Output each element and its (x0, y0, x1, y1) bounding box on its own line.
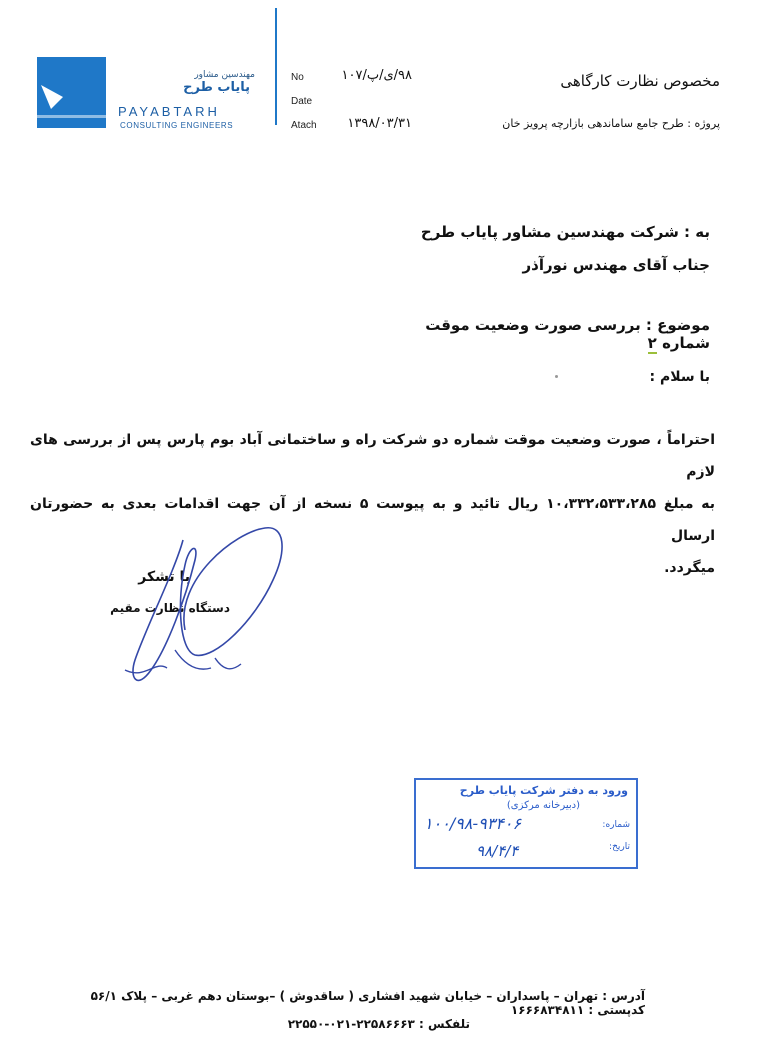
stamp-number-value: ۱۰۰/۹۸-۹۳۴۰۶ (424, 814, 522, 833)
paragraph-line: به مبلغ ۱۰،۳۳۲،۵۳۳،۲۸۵ ریال تائید و به پیوست ۵ نسخه از آن جهت اقدامات بعدی به حضورتان ارسال (30, 496, 716, 544)
subject-number: ۲ (647, 334, 657, 352)
receipt-stamp (414, 778, 638, 869)
closing-thanks: با تشکر (138, 569, 190, 585)
stamp-date-label: تاریخ: (609, 842, 630, 852)
brand-fa-small: مهندسین مشاور (194, 70, 255, 80)
paragraph-line: احتراماً ، صورت وضعیت موقت شماره دو شرکت راه و ساختمانی آباد بوم پارس پس از بررسی های لازم (30, 432, 715, 480)
brand-en: PAYABTARH (118, 104, 220, 119)
letter-date: ۱۳۹۸/۰۳/۳۱ (347, 116, 412, 131)
letter-number: ۹۸/ی/پ/۱۰۷ (341, 68, 412, 83)
document-title: مخصوص نظارت کارگاهی (560, 72, 720, 90)
recipient-company: به : شرکت مهندسین مشاور پایاب طرح (420, 223, 710, 241)
date-label: Date (291, 96, 313, 107)
stamp-subtitle: (دبیرخانه مرکزی) (506, 800, 580, 811)
footer-telefax: تلفکس : ۲۲۵۸۶۶۶۳-۰۲۱-۲۲۵۵۰ (287, 1017, 470, 1031)
subject-line (380, 316, 710, 352)
stamp-date-value: ۹۸/۴/۴ (476, 842, 519, 860)
footer-address: آدرس : تهران – پاسداران – خیابان شهید افشاری ( ساقدوش ) –بوستان دهم غربی – پلاک ۵۶/۱ کدپستی : ۱۶۶۶۸۳۴۸۱۱ (90, 989, 645, 1017)
handwritten-signature (115, 520, 295, 690)
stamp-title: ورود به دفتر شرکت پایاب طرح (459, 784, 628, 797)
paragraph-line: میگردد. (664, 560, 715, 576)
greeting: با سلام : (649, 369, 710, 385)
company-logo (37, 57, 106, 128)
no-label: No (291, 72, 304, 83)
signatory-office: دستگاه نظارت مقیم (110, 601, 230, 615)
brand-en-sub: CONSULTING ENGINEERS (120, 121, 234, 130)
project-line: پروژه : طرح جامع ساماندهی بازارچه پرویز خان (502, 117, 720, 130)
stamp-number-label: شماره: (602, 820, 630, 830)
attach-label: Atach (291, 120, 317, 131)
recipient-person: جناب آقای مهندس نورآذر (522, 256, 710, 274)
brand-fa: پایاب طرح (183, 80, 250, 95)
logo-mark-icon (37, 57, 106, 128)
header-divider (275, 8, 277, 125)
subject-text: موضوع : بررسی صورت وضعیت موقت شماره (425, 316, 710, 352)
